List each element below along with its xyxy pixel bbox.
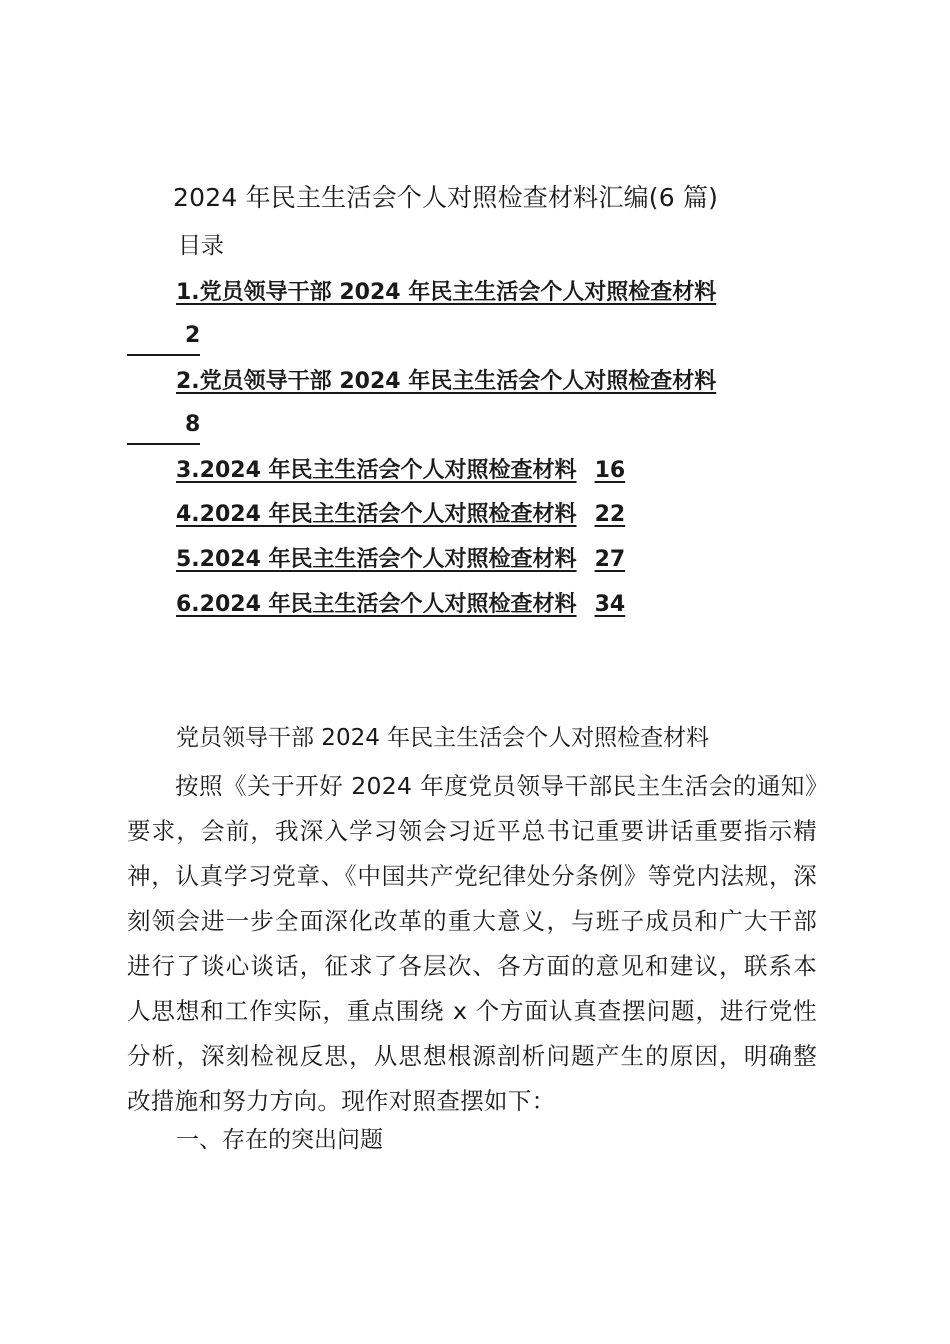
document-title: 2024 年民主生活会个人对照检查材料汇编(6 篇) <box>173 183 719 212</box>
toc-entry-label: 6.2024 年民主生活会个人对照检查材料 <box>176 592 577 617</box>
toc-page-number: 16 <box>594 458 626 483</box>
toc-entry-label: 3.2024 年民主生活会个人对照检查材料 <box>176 458 577 483</box>
subsection-heading: 一、存在的突出问题 <box>176 1127 383 1153</box>
toc-entry-2-page[interactable] <box>127 409 200 445</box>
toc-page-number: 34 <box>594 592 626 617</box>
toc-page-number: 8 <box>185 412 201 437</box>
toc-heading: 目录 <box>178 233 224 259</box>
toc-entry-6[interactable] <box>176 588 625 622</box>
toc-entry-3[interactable] <box>176 454 625 488</box>
toc-entry-label: 4.2024 年民主生活会个人对照检查材料 <box>176 502 577 527</box>
toc-entry-label: 5.2024 年民主生活会个人对照检查材料 <box>176 547 577 572</box>
section-title: 党员领导干部 2024 年民主生活会个人对照检查材料 <box>176 725 710 751</box>
toc-entry-1[interactable] <box>176 276 716 310</box>
toc-entry-1-page[interactable] <box>127 320 200 356</box>
toc-page-number: 27 <box>594 547 626 572</box>
toc-entry-5[interactable] <box>176 543 625 577</box>
toc-page-number: 22 <box>594 502 626 527</box>
toc-page-number: 2 <box>185 323 201 348</box>
toc-entry-label: 1.党员领导干部 2024 年民主生活会个人对照检查材料 <box>176 280 717 305</box>
toc-entry-4[interactable] <box>176 498 625 532</box>
body-paragraph: 按照《关于开好 2024 年度党员领导干部民主生活会的通知》要求，会前，我深入学习领会习近平总书记重要讲话重要指示精神，认真学习党章、《中国共产党纪律处分条例》等党内法规，深刻领会进一步全面深化改革的重大意义，与班子成员和广大干部进行了谈心谈话，征求了各层次、各方面的意见和建议，联系本人思想和工作实际，重点围绕 x 个方面认真查摆问题，进行党性分析，深刻检视反思，从思想根源剖析问题产生的原因，明确整改措施和努力方向。现作对照查摆如下： <box>127 772 817 1115</box>
toc-entry-label: 2.党员领导干部 2024 年民主生活会个人对照检查材料 <box>176 369 717 394</box>
toc-entry-2[interactable] <box>176 365 716 399</box>
